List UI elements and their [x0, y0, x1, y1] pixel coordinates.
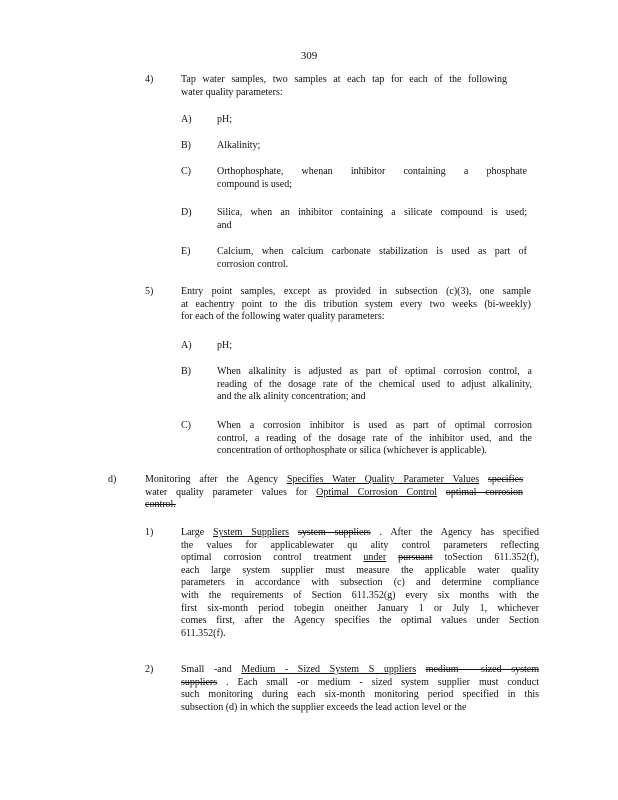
- text-line: reading of the dosage rate of the chemical used to adjust alkalinity,: [217, 378, 532, 390]
- text-run: [386, 552, 398, 563]
- text-run: Monitoring after the Agency: [145, 474, 287, 485]
- text-line: control, a reading of the dosage rate of the inhibitor used, and the: [217, 432, 532, 444]
- text-line: Alkalinity;: [217, 140, 261, 151]
- text-line: corrosion control.: [217, 258, 289, 270]
- text-line: pH;: [217, 340, 232, 351]
- text-line: [181, 702, 539, 715]
- text-run: such monitoring during each six-month monitoring period specified in this: [181, 689, 539, 701]
- item-label: 1): [145, 527, 154, 538]
- item-text: [181, 286, 531, 324]
- text-line: Entry point samples, except as provided in subsection (c)(3), one sample: [181, 286, 531, 297]
- item-label: E): [181, 246, 191, 257]
- text-run: subsection (d) in which the supplier exceeds the lead action level or the: [181, 701, 467, 713]
- text-run: [416, 664, 426, 675]
- item-text: [181, 664, 539, 714]
- deleted-text: control.: [145, 499, 176, 511]
- item-label: d): [108, 474, 117, 485]
- text-run: Small -and: [181, 664, 242, 675]
- item-text: [217, 166, 527, 191]
- inserted-text: Medium - Sized System S uppliers: [241, 664, 417, 675]
- text-run: with the requirements of Section 611.352(g) every six months with the: [181, 589, 539, 601]
- text-line: and the alk alinity concentration; and: [217, 391, 366, 403]
- text-line: [181, 540, 539, 553]
- text-run: [289, 527, 298, 538]
- text-line: When alkalinity is adjusted as part of optimal corrosion control, a: [217, 366, 532, 377]
- item-text: [217, 340, 527, 353]
- text-line: [181, 603, 539, 616]
- inserted-text: System Suppliers: [213, 527, 290, 538]
- text-line: When a corrosion inhibitor is used as part of optimal corrosion: [217, 420, 532, 431]
- inserted-text: Optimal Corrosion Control: [316, 486, 438, 498]
- deleted-text: pursuant: [398, 552, 433, 564]
- text-run: [479, 474, 488, 485]
- text-line: [181, 664, 539, 677]
- item-text: [217, 114, 527, 127]
- text-line: Tap water samples, two samples at each tap for each of the following: [181, 74, 507, 85]
- text-line: water quality parameters:: [181, 86, 283, 98]
- text-run: parameters in accordance with subsection (c) and determine compliance: [181, 577, 539, 589]
- text-line: [181, 552, 539, 565]
- inserted-text: under: [363, 552, 387, 564]
- text-line: Orthophosphate, whenan inhibitor containing a phosphate: [217, 166, 527, 177]
- item-label: 4): [145, 74, 154, 85]
- item-text: [181, 74, 507, 99]
- text-line: [181, 677, 539, 690]
- text-line: Calcium, when calcium carbonate stabilization is used as part of: [217, 246, 527, 257]
- item-text: [217, 366, 532, 404]
- text-line: at eachentry point to the dis tribution system every two weeks (bi-weekly): [181, 298, 531, 310]
- text-line: and: [217, 219, 232, 231]
- text-line: [181, 577, 539, 590]
- item-text: [145, 474, 523, 512]
- deleted-text: optimal corrosion: [445, 486, 523, 498]
- text-run: first six-month period tobegin oneither January 1 or July 1, whichever: [181, 602, 539, 614]
- text-line: for each of the following water quality parameters:: [181, 311, 385, 323]
- item-text: [181, 527, 539, 640]
- page-number: 309: [300, 50, 318, 62]
- text-run: . After the Agency has specified: [370, 527, 540, 538]
- text-run: 611.352(f).: [181, 627, 226, 639]
- text-line: [145, 474, 523, 487]
- text-line: [181, 565, 539, 578]
- item-label: 2): [145, 664, 154, 675]
- text-line: [181, 590, 539, 603]
- item-label: A): [181, 114, 192, 125]
- text-run: toSection 611.352(f),: [432, 552, 540, 564]
- text-run: each large system supplier must measure the applicable water quality: [181, 564, 539, 576]
- text-run: Large: [181, 527, 213, 538]
- deleted-text: medium - sized system: [425, 664, 539, 675]
- deleted-text: specifies: [488, 474, 523, 485]
- text-run: [437, 487, 446, 498]
- deleted-text: system suppliers: [297, 527, 371, 538]
- deleted-text: suppliers: [181, 676, 218, 688]
- text-line: pH;: [217, 114, 232, 125]
- text-run: . Each small -or medium - sized system supplier must conduct: [217, 676, 539, 688]
- item-label: B): [181, 366, 191, 377]
- text-line: [145, 487, 523, 500]
- text-line: [181, 615, 539, 628]
- text-run: comes first, after the Agency specifies the optimal values under Section: [181, 615, 539, 627]
- text-line: [181, 527, 539, 540]
- inserted-text: Specifies Water Quality Parameter Values: [286, 474, 480, 485]
- item-text: [217, 246, 527, 271]
- item-label: C): [181, 420, 191, 431]
- item-text: [217, 420, 532, 458]
- item-label: A): [181, 340, 192, 351]
- item-label: B): [181, 140, 191, 151]
- text-line: compound is used;: [217, 178, 292, 190]
- item-text: [217, 207, 527, 232]
- text-line: [145, 499, 523, 512]
- text-run: optimal corrosion control treatment: [181, 552, 364, 564]
- item-text: [217, 140, 527, 153]
- item-label: D): [181, 207, 192, 218]
- text-line: [181, 689, 539, 702]
- text-line: concentration of orthophosphate or silica (whichever is applicable).: [217, 445, 487, 457]
- text-line: [181, 628, 539, 641]
- text-line: Silica, when an inhibitor containing a silicate compound is used;: [217, 207, 527, 218]
- item-label: 5): [145, 286, 154, 297]
- text-run: water quality parameter values for: [145, 486, 317, 498]
- item-label: C): [181, 166, 191, 177]
- text-run: the values for applicablewater qu ality control parameters reflecting: [181, 539, 539, 551]
